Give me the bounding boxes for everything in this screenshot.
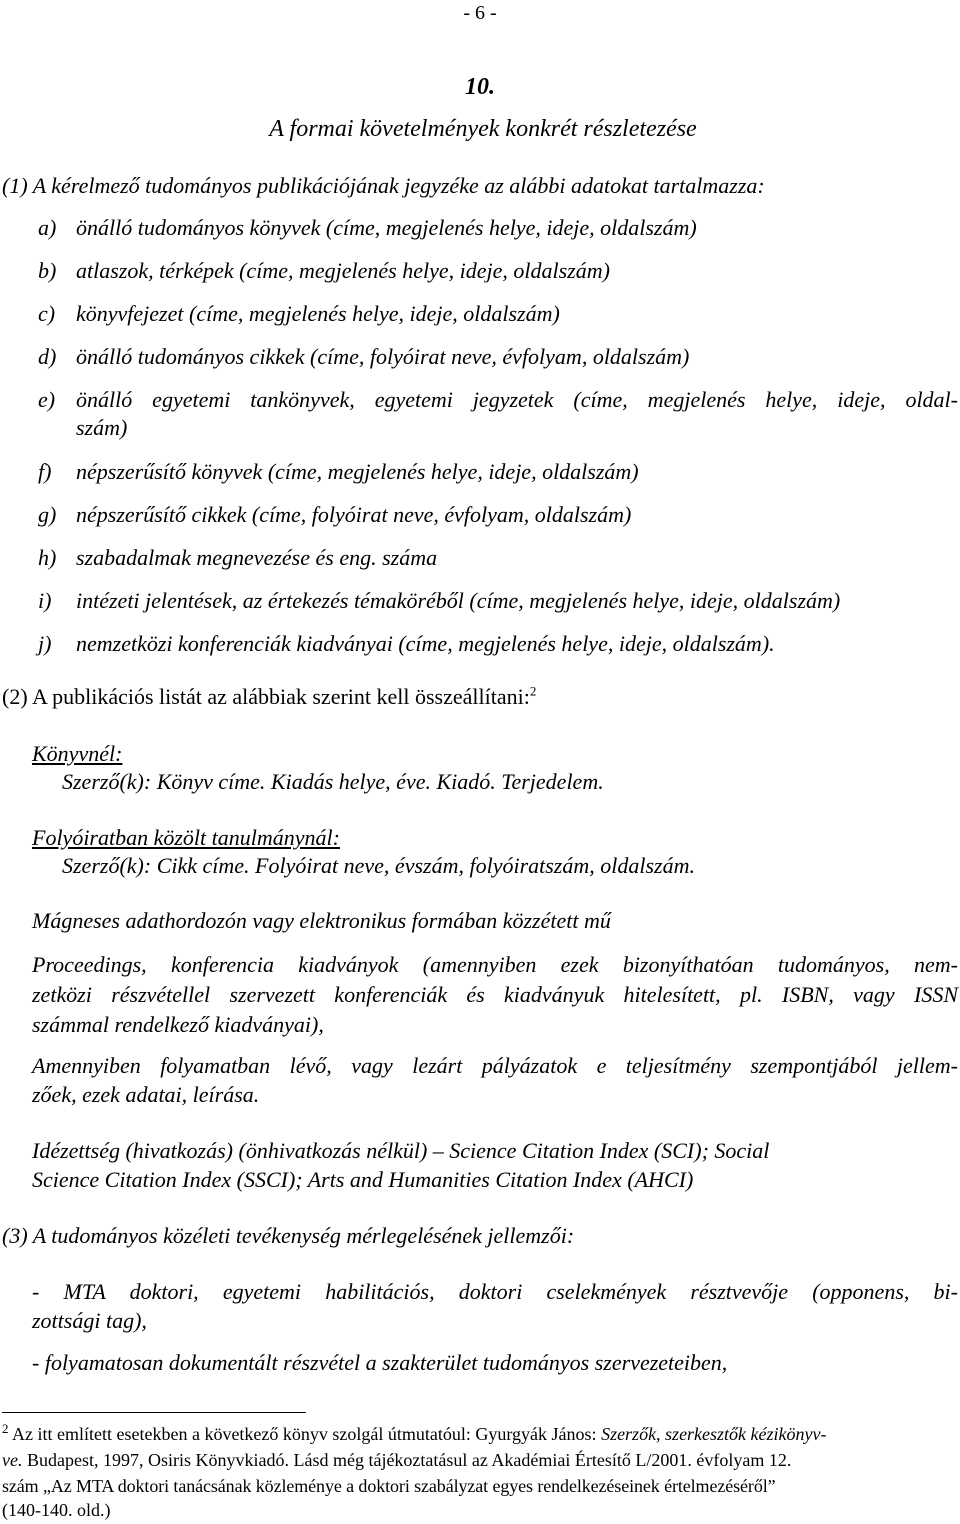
list-item-label: i)	[38, 588, 52, 613]
list-item-label: b)	[38, 258, 57, 283]
book-heading: Könyvnél:	[32, 741, 123, 766]
tender-line-1: Amennyiben folyamatban lévő, vagy lezárt pályázatok e teljesítmény szempontjából jellem-	[32, 1053, 958, 1078]
proceedings-line-1: Proceedings, konferencia kiadványok (amennyiben ezek bizonyíthatóan tudományos, nem-	[32, 952, 958, 977]
list-item-text: népszerűsítő könyvek (címe, megjelenés helye, ideje, oldalszám)	[76, 459, 639, 484]
list-item-text: könyvfejezet (címe, megjelenés helye, ideje, oldalszám)	[76, 301, 560, 326]
footnote-book-title-end: ve.	[2, 1450, 23, 1470]
tender-line-2: zőek, ezek adatai, leírása.	[32, 1082, 260, 1107]
footnote-line-3: szám „Az MTA doktori tanácsának közleménye a doktori szabályzat egyes rendelkezéseinek értelmezéséről”	[2, 1476, 776, 1496]
list-item-text: népszerűsítő cikkek (címe, folyóirat neve, évfolyam, oldalszám)	[76, 502, 632, 527]
page-number: - 6 -	[463, 2, 497, 24]
book-format: Szerző(k): Könyv címe. Kiadás helye, éve. Kiadó. Terjedelem.	[62, 769, 604, 794]
list-item-text: önálló egyetemi tankönyvek, egyetemi jegyzetek (címe, megjelenés helye, ideje, oldal-	[76, 387, 958, 412]
list-item-text: intézeti jelentések, az értekezés témaköréből (címe, megjelenés helye, ideje, oldalszám)	[76, 588, 841, 613]
footnote-publisher: Budapest, 1997, Osiris Könyvkiadó. Lásd még tájékoztatásul az Akadémiai Értesítő L/2001. évfolyam 12.	[22, 1450, 792, 1470]
list-item-label: j)	[38, 631, 52, 656]
list-item-label: h)	[38, 545, 57, 570]
list-item-text: önálló tudományos cikkek (címe, folyóirat neve, évfolyam, oldalszám)	[76, 344, 690, 369]
list-item-label: c)	[38, 301, 56, 326]
list-item-label: g)	[38, 502, 57, 527]
p3-item-1-line-1: - MTA doktori, egyetemi habilitációs, doktori cselekmények résztvevője (opponens, bi-	[32, 1279, 958, 1304]
section-number: 10.	[465, 74, 495, 100]
footnote-text: Az itt említett esetekben a következő könyv szolgál útmutatóul: Gyurgyák János:	[12, 1424, 602, 1444]
footnote-line-2	[2, 1447, 791, 1473]
p3-intro: (3) A tudományos közéleti tevékenység mérlegelésének jellemzői:	[2, 1223, 575, 1248]
footnote-separator	[2, 1412, 306, 1413]
journal-format: Szerző(k): Cikk címe. Folyóirat neve, évszám, folyóiratszám, oldalszám.	[62, 853, 695, 878]
list-item-label: f)	[38, 459, 52, 484]
footnote-number: 2	[2, 1421, 9, 1436]
footnote-book-title: Szerzők, szerkesztők kézikönyv-	[601, 1424, 827, 1444]
p3-item-1-line-2: zottsági tag),	[32, 1308, 147, 1333]
list-item-text: szabadalmak megnevezése és eng. száma	[76, 545, 438, 570]
citation-line-1: Idézettség (hivatkozás) (önhivatkozás nélkül) – Science Citation Index (SCI); Social	[32, 1138, 770, 1163]
list-item-label: d)	[38, 344, 57, 369]
p2-intro	[2, 682, 536, 711]
proceedings-line-3: számmal rendelkező kiadványai),	[32, 1012, 324, 1037]
p1-intro: (1) A kérelmező tudományos publikációjának jegyzéke az alábbi adatokat tartalmazza:	[2, 173, 765, 198]
list-item-text: atlaszok, térképek (címe, megjelenés helye, ideje, oldalszám)	[76, 258, 610, 283]
list-item-text: önálló tudományos könyvek (címe, megjelenés helye, ideje, oldalszám)	[76, 215, 697, 240]
footnote-ref: 2	[529, 683, 537, 699]
list-item-label: e)	[38, 387, 56, 412]
citation-line-2: Science Citation Index (SSCI); Arts and Humanities Citation Index (AHCI)	[32, 1167, 694, 1192]
list-item-text: nemzetközi konferenciák kiadványai (címe, megjelenés helye, ideje, oldalszám).	[76, 631, 775, 656]
list-item-label: a)	[38, 215, 57, 240]
footnote-line-4: (140-140. old.)	[2, 1500, 111, 1520]
magnetic-media-line: Mágneses adathordozón vagy elektronikus formában közzétett mű	[32, 908, 611, 933]
list-item-text: szám)	[76, 415, 128, 440]
journal-heading: Folyóiratban közölt tanulmánynál:	[32, 825, 340, 850]
p2-intro-text: (2) A publikációs listát az alábbiak szerint kell összeállítani:	[2, 684, 530, 709]
p3-item-2: - folyamatosan dokumentált részvétel a szakterület tudományos szervezeteiben,	[32, 1350, 728, 1375]
section-title: A formai követelmények konkrét részletezése	[269, 116, 697, 142]
proceedings-line-2: zetközi részvétellel szervezett konferenciák és kiadványuk hitelesített, pl. ISBN, vagy ISSN	[32, 982, 958, 1007]
footnote-line-1	[2, 1421, 826, 1447]
